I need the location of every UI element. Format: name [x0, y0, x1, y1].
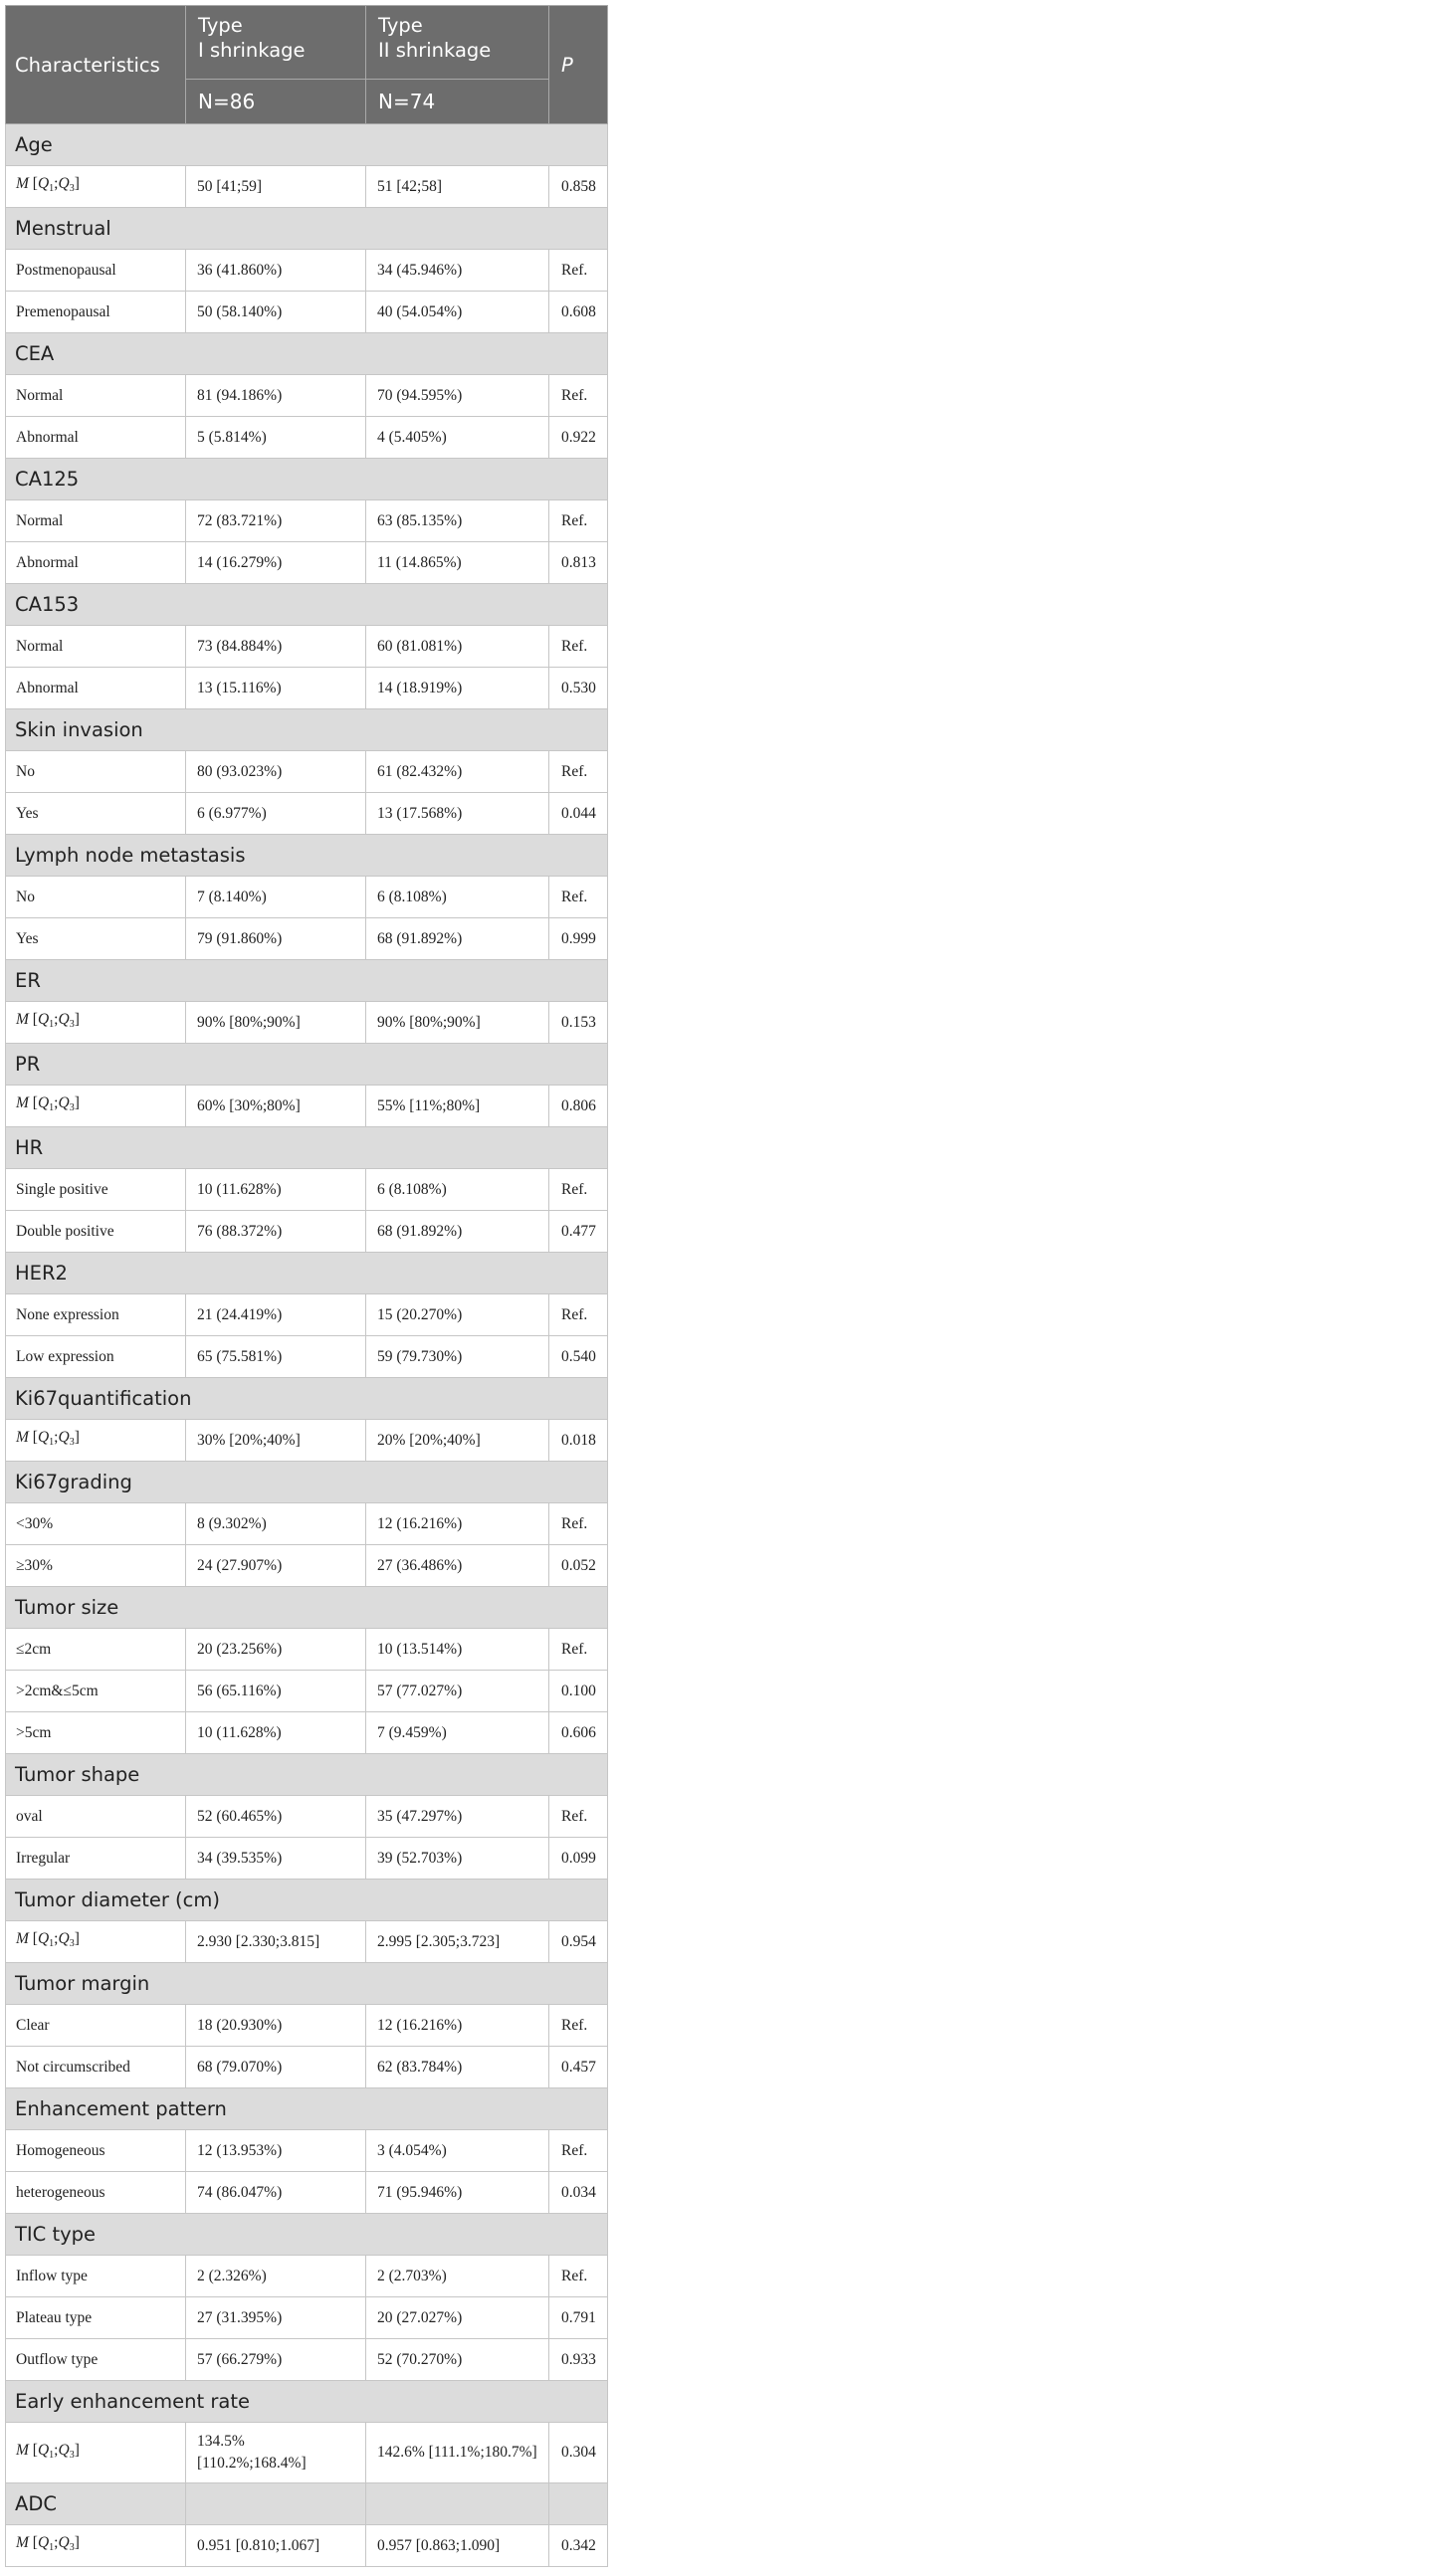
row-label: Normal — [6, 500, 186, 542]
type2-value: 27 (36.486%) — [366, 1545, 549, 1587]
row-label: <30% — [6, 1503, 186, 1545]
table-row — [6, 1796, 608, 1838]
p-value: 0.922 — [549, 417, 608, 459]
type1-value: 30% [20%;40%] — [186, 1420, 366, 1462]
type2-value: 13 (17.568%) — [366, 793, 549, 835]
section-row — [6, 2483, 608, 2525]
p-value: Ref. — [549, 500, 608, 542]
row-label: Abnormal — [6, 668, 186, 709]
section-label: Tumor shape — [6, 1754, 608, 1796]
p-value: Ref. — [549, 2256, 608, 2297]
p-value: 0.858 — [549, 166, 608, 208]
type2-value: 61 (82.432%) — [366, 751, 549, 793]
type1-value: 81 (94.186%) — [186, 375, 366, 417]
table-row — [6, 375, 608, 417]
table-row — [6, 1671, 608, 1712]
p-value: Ref. — [549, 751, 608, 793]
section-label: CA125 — [6, 459, 608, 500]
row-label: Normal — [6, 626, 186, 668]
section-row — [6, 208, 608, 250]
section-label: PR — [6, 1044, 608, 1086]
type2-value: 39 (52.703%) — [366, 1838, 549, 1880]
p-value: 0.044 — [549, 793, 608, 835]
table-row — [6, 250, 608, 292]
p-value: 0.606 — [549, 1712, 608, 1754]
header-type1-line1: Type — [198, 14, 243, 37]
header-type2-line1: Type — [378, 14, 423, 37]
section-label: Tumor margin — [6, 1963, 608, 2005]
row-label: M $[Q_1;Q_3]$ — [6, 1086, 186, 1127]
row-label: No — [6, 751, 186, 793]
p-value: 0.100 — [549, 1671, 608, 1712]
p-value: Ref. — [549, 2130, 608, 2172]
type1-value: 56 (65.116%) — [186, 1671, 366, 1712]
section-empty-cell — [549, 2483, 608, 2525]
table-row — [6, 2423, 608, 2483]
table-row — [6, 292, 608, 333]
table-row — [6, 1336, 608, 1378]
section-empty-cell — [186, 2483, 366, 2525]
type2-value: 3 (4.054%) — [366, 2130, 549, 2172]
table-row — [6, 417, 608, 459]
row-label: Abnormal — [6, 542, 186, 584]
row-label: M $[Q_1;Q_3]$ — [6, 1420, 186, 1462]
type2-value: 14 (18.919%) — [366, 668, 549, 709]
row-label: Yes — [6, 793, 186, 835]
section-label: Ki67quantification — [6, 1378, 608, 1420]
type2-value: 68 (91.892%) — [366, 918, 549, 960]
type2-value: 68 (91.892%) — [366, 1211, 549, 1253]
type1-value: 0.951 [0.810;1.067] — [186, 2525, 366, 2567]
p-value: Ref. — [549, 375, 608, 417]
p-value: 0.806 — [549, 1086, 608, 1127]
header-n-type1: N=86 — [186, 80, 366, 124]
type2-value: 63 (85.135%) — [366, 500, 549, 542]
type1-value: 36 (41.860%) — [186, 250, 366, 292]
type1-value: 20 (23.256%) — [186, 1629, 366, 1671]
row-label: Outflow type — [6, 2339, 186, 2381]
table-row — [6, 2172, 608, 2214]
type2-value: 142.6% [111.1%;180.7%] — [366, 2423, 549, 2483]
table-row — [6, 2297, 608, 2339]
row-label: Normal — [6, 375, 186, 417]
section-label: CEA — [6, 333, 608, 375]
table-row — [6, 2256, 608, 2297]
type1-value: 13 (15.116%) — [186, 668, 366, 709]
p-value: 0.813 — [549, 542, 608, 584]
type1-value: 134.5% [110.2%;168.4%] — [186, 2423, 366, 2483]
type1-value: 18 (20.930%) — [186, 2005, 366, 2047]
section-row — [6, 1378, 608, 1420]
section-label: ER — [6, 960, 608, 1002]
table-row — [6, 1086, 608, 1127]
type2-value: 35 (47.297%) — [366, 1796, 549, 1838]
type1-value: 24 (27.907%) — [186, 1545, 366, 1587]
section-label: Age — [6, 124, 608, 166]
table-body — [6, 124, 608, 2567]
table-row — [6, 626, 608, 668]
section-row — [6, 1462, 608, 1503]
table-row — [6, 2005, 608, 2047]
p-value: 0.304 — [549, 2423, 608, 2483]
table-row — [6, 500, 608, 542]
p-value: 0.342 — [549, 2525, 608, 2567]
row-label: Clear — [6, 2005, 186, 2047]
row-label: None expression — [6, 1294, 186, 1336]
type1-value: 14 (16.279%) — [186, 542, 366, 584]
type2-value: 40 (54.054%) — [366, 292, 549, 333]
p-value: 0.457 — [549, 2047, 608, 2088]
type2-value: 2.995 [2.305;3.723] — [366, 1921, 549, 1963]
type1-value: 68 (79.070%) — [186, 2047, 366, 2088]
row-label: Yes — [6, 918, 186, 960]
type2-value: 55% [11%;80%] — [366, 1086, 549, 1127]
type1-value: 27 (31.395%) — [186, 2297, 366, 2339]
table-row — [6, 1503, 608, 1545]
type2-value: 0.957 [0.863;1.090] — [366, 2525, 549, 2567]
row-label: M $[Q_1;Q_3]$ — [6, 166, 186, 208]
type2-value: 51 [42;58] — [366, 166, 549, 208]
type2-value: 34 (45.946%) — [366, 250, 549, 292]
type1-value: 2 (2.326%) — [186, 2256, 366, 2297]
p-value: 0.791 — [549, 2297, 608, 2339]
type1-value: 8 (9.302%) — [186, 1503, 366, 1545]
p-value: Ref. — [549, 1629, 608, 1671]
type2-value: 4 (5.405%) — [366, 417, 549, 459]
p-value: Ref. — [549, 1169, 608, 1211]
p-value: 0.954 — [549, 1921, 608, 1963]
row-label: Abnormal — [6, 417, 186, 459]
type1-value: 2.930 [2.330;3.815] — [186, 1921, 366, 1963]
table-row — [6, 1294, 608, 1336]
section-label: Tumor diameter (cm) — [6, 1880, 608, 1921]
p-value: Ref. — [549, 1796, 608, 1838]
table-row — [6, 668, 608, 709]
type2-value: 70 (94.595%) — [366, 375, 549, 417]
type1-value: 52 (60.465%) — [186, 1796, 366, 1838]
p-value: 0.933 — [549, 2339, 608, 2381]
type1-value: 80 (93.023%) — [186, 751, 366, 793]
row-label: M $[Q_1;Q_3]$ — [6, 1002, 186, 1044]
header-type2 — [366, 6, 549, 80]
p-value: 0.099 — [549, 1838, 608, 1880]
header-characteristics: Characteristics — [6, 6, 186, 124]
type1-value: 12 (13.953%) — [186, 2130, 366, 2172]
p-value: 0.540 — [549, 1336, 608, 1378]
type1-value: 76 (88.372%) — [186, 1211, 366, 1253]
table-row — [6, 2047, 608, 2088]
type1-value: 60% [30%;80%] — [186, 1086, 366, 1127]
table-row — [6, 1169, 608, 1211]
type2-value: 6 (8.108%) — [366, 877, 549, 918]
type2-value: 20 (27.027%) — [366, 2297, 549, 2339]
row-label: No — [6, 877, 186, 918]
section-label: Tumor size — [6, 1587, 608, 1629]
section-row — [6, 960, 608, 1002]
p-value: 0.034 — [549, 2172, 608, 2214]
type1-value: 73 (84.884%) — [186, 626, 366, 668]
type2-value: 12 (16.216%) — [366, 2005, 549, 2047]
section-row — [6, 2381, 608, 2423]
type2-value: 6 (8.108%) — [366, 1169, 549, 1211]
table-row — [6, 2130, 608, 2172]
table-row — [6, 166, 608, 208]
p-value: 0.477 — [549, 1211, 608, 1253]
section-row — [6, 709, 608, 751]
type2-value: 90% [80%;90%] — [366, 1002, 549, 1044]
type1-value: 34 (39.535%) — [186, 1838, 366, 1880]
section-label: Early enhancement rate — [6, 2381, 608, 2423]
row-label: >5cm — [6, 1712, 186, 1754]
type2-value: 10 (13.514%) — [366, 1629, 549, 1671]
section-row — [6, 835, 608, 877]
type1-value: 72 (83.721%) — [186, 500, 366, 542]
section-label: HR — [6, 1127, 608, 1169]
row-label: M $[Q_1;Q_3]$ — [6, 2525, 186, 2567]
section-row — [6, 1044, 608, 1086]
type1-value: 7 (8.140%) — [186, 877, 366, 918]
section-empty-cell — [366, 2483, 549, 2525]
header-type2-line2: II shrinkage — [378, 39, 492, 62]
section-row — [6, 2214, 608, 2256]
section-row — [6, 584, 608, 626]
row-label: M $[Q_1;Q_3]$ — [6, 2423, 186, 2483]
header-type1 — [186, 6, 366, 80]
type2-value: 71 (95.946%) — [366, 2172, 549, 2214]
p-value: 0.608 — [549, 292, 608, 333]
table-row — [6, 1838, 608, 1880]
row-label: Homogeneous — [6, 2130, 186, 2172]
section-label: Enhancement pattern — [6, 2088, 608, 2130]
row-label: heterogeneous — [6, 2172, 186, 2214]
section-label: CA153 — [6, 584, 608, 626]
type1-value: 57 (66.279%) — [186, 2339, 366, 2381]
row-label: ≥30% — [6, 1545, 186, 1587]
type2-value: 15 (20.270%) — [366, 1294, 549, 1336]
row-label: Postmenopausal — [6, 250, 186, 292]
p-value: Ref. — [549, 250, 608, 292]
type1-value: 50 [41;59] — [186, 166, 366, 208]
p-value: Ref. — [549, 877, 608, 918]
type2-value: 11 (14.865%) — [366, 542, 549, 584]
table-row — [6, 1420, 608, 1462]
row-label: M $[Q_1;Q_3]$ — [6, 1921, 186, 1963]
table-row — [6, 1211, 608, 1253]
table-header — [6, 6, 608, 124]
type2-value: 20% [20%;40%] — [366, 1420, 549, 1462]
section-row — [6, 1127, 608, 1169]
results-table-container — [5, 5, 607, 2567]
table-row — [6, 542, 608, 584]
section-label: Ki67grading — [6, 1462, 608, 1503]
section-row — [6, 124, 608, 166]
p-value: 0.530 — [549, 668, 608, 709]
type1-value: 6 (6.977%) — [186, 793, 366, 835]
section-label: TIC type — [6, 2214, 608, 2256]
p-value: 0.999 — [549, 918, 608, 960]
p-value: 0.052 — [549, 1545, 608, 1587]
row-label: ≤2cm — [6, 1629, 186, 1671]
type2-value: 59 (79.730%) — [366, 1336, 549, 1378]
type1-value: 21 (24.419%) — [186, 1294, 366, 1336]
type1-value: 79 (91.860%) — [186, 918, 366, 960]
section-label: Menstrual — [6, 208, 608, 250]
section-row — [6, 1880, 608, 1921]
p-value: 0.018 — [549, 1420, 608, 1462]
row-label: Plateau type — [6, 2297, 186, 2339]
section-label: HER2 — [6, 1253, 608, 1294]
section-label: Skin invasion — [6, 709, 608, 751]
table-row — [6, 1002, 608, 1044]
row-label: Premenopausal — [6, 292, 186, 333]
table-row — [6, 2525, 608, 2567]
type2-value: 12 (16.216%) — [366, 1503, 549, 1545]
header-p-value: P — [549, 6, 608, 124]
type2-value: 62 (83.784%) — [366, 2047, 549, 2088]
table-row — [6, 877, 608, 918]
section-row — [6, 1587, 608, 1629]
p-value: 0.153 — [549, 1002, 608, 1044]
section-row — [6, 1963, 608, 2005]
section-label: Lymph node metastasis — [6, 835, 608, 877]
type1-value: 10 (11.628%) — [186, 1169, 366, 1211]
type2-value: 57 (77.027%) — [366, 1671, 549, 1712]
type1-value: 65 (75.581%) — [186, 1336, 366, 1378]
section-label: ADC — [6, 2483, 186, 2525]
table-row — [6, 2339, 608, 2381]
table-row — [6, 1545, 608, 1587]
header-type1-line2: I shrinkage — [198, 39, 306, 62]
table-row — [6, 751, 608, 793]
table-row — [6, 918, 608, 960]
row-label: Low expression — [6, 1336, 186, 1378]
section-row — [6, 2088, 608, 2130]
type2-value: 7 (9.459%) — [366, 1712, 549, 1754]
p-value: Ref. — [549, 1503, 608, 1545]
type2-value: 60 (81.081%) — [366, 626, 549, 668]
row-label: Single positive — [6, 1169, 186, 1211]
type1-value: 10 (11.628%) — [186, 1712, 366, 1754]
p-value: Ref. — [549, 2005, 608, 2047]
table-row — [6, 1921, 608, 1963]
type1-value: 5 (5.814%) — [186, 417, 366, 459]
row-label: Not circumscribed — [6, 2047, 186, 2088]
section-row — [6, 1253, 608, 1294]
type1-value: 74 (86.047%) — [186, 2172, 366, 2214]
section-row — [6, 333, 608, 375]
table-row — [6, 793, 608, 835]
row-label: Double positive — [6, 1211, 186, 1253]
table-row — [6, 1712, 608, 1754]
table-row — [6, 1629, 608, 1671]
type1-value: 50 (58.140%) — [186, 292, 366, 333]
row-label: oval — [6, 1796, 186, 1838]
section-row — [6, 1754, 608, 1796]
header-n-type2: N=74 — [366, 80, 549, 124]
p-value: Ref. — [549, 1294, 608, 1336]
row-label: Irregular — [6, 1838, 186, 1880]
type2-value: 52 (70.270%) — [366, 2339, 549, 2381]
p-value: Ref. — [549, 626, 608, 668]
type1-value: 90% [80%;90%] — [186, 1002, 366, 1044]
type2-value: 2 (2.703%) — [366, 2256, 549, 2297]
section-row — [6, 459, 608, 500]
row-label: Inflow type — [6, 2256, 186, 2297]
row-label: >2cm&≤5cm — [6, 1671, 186, 1712]
characteristics-table — [5, 5, 608, 2567]
